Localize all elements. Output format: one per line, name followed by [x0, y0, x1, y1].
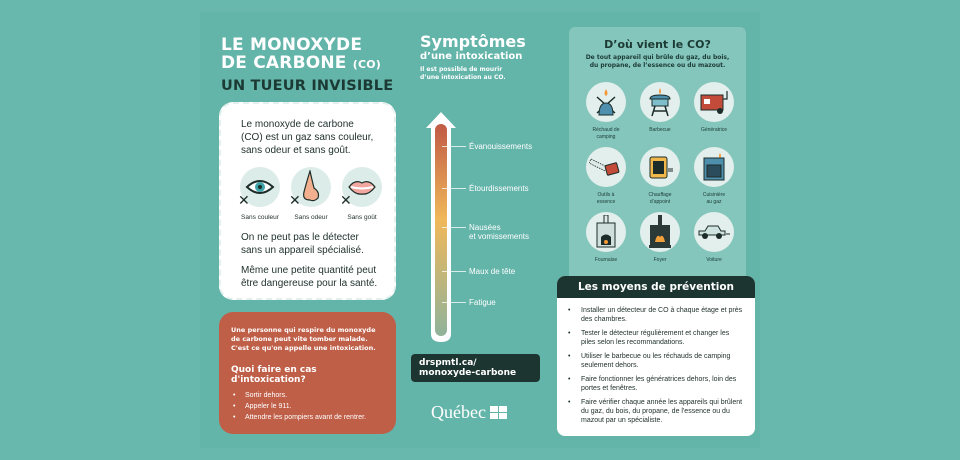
symptom-dizziness: Étourdissements: [469, 184, 529, 193]
source-label: au gaz: [706, 199, 722, 205]
symptoms-title: Symptômes: [420, 32, 526, 51]
subtitle-line: De tout appareil qui brûle du gaz, du bois,: [585, 54, 730, 61]
intoxication-question: Quoi faire en cas d'intoxication?: [231, 365, 317, 385]
sense-smell: [288, 167, 334, 221]
source-label: Réchaud de: [592, 127, 620, 133]
gas-stove-icon: [701, 152, 727, 182]
tick-mark: [442, 188, 466, 189]
sense-taste: [339, 167, 385, 221]
poster: [200, 12, 760, 448]
chainsaw-icon: [589, 155, 623, 179]
symptoms-note: [420, 66, 506, 82]
nose-icon: [300, 170, 322, 204]
tick-mark: [442, 271, 466, 272]
prevention-item: • Utiliser le barbecue ou les réchauds de camping seulement dehors.: [567, 352, 745, 370]
facts-detect: On ne peut pas le détecter sans un appareil spécialisé.: [241, 232, 364, 256]
source-item: [582, 147, 630, 208]
source-item: [690, 82, 738, 143]
tick-mark: [442, 227, 466, 228]
step-item: • Attendre les pompiers avant de rentrer.: [231, 412, 384, 423]
source-item: [636, 82, 684, 143]
source-label: Outils à: [597, 192, 615, 198]
symptom-headache: Maux de tête: [469, 267, 516, 276]
prevention-item: • Tester le détecteur régulièrement et changer les piles selon les recommandations.: [567, 329, 745, 347]
space-heater-icon: [646, 153, 674, 181]
note-line: d’une intoxication au CO.: [420, 74, 506, 81]
fleur-de-lis-flag-icon: [490, 406, 507, 419]
facts-danger: Même une petite quantité peut être dangereuse pour la santé.: [241, 265, 378, 289]
fireplace-icon: [647, 215, 673, 249]
camping-stove-icon: [593, 87, 619, 117]
sources-grid: [582, 82, 738, 273]
source-item: [636, 147, 684, 208]
senses-row: [237, 167, 385, 221]
symptom-nausea: [469, 223, 529, 241]
source-label: Chauffage: [648, 192, 672, 198]
sources-card: [569, 27, 746, 283]
subtitle-line: du propane, de l’essence ou du mazout.: [589, 62, 726, 69]
source-item: [690, 212, 738, 273]
prevention-item: • Faire fonctionner les génératrices dehors, loin des portes et fenêtres.: [567, 375, 745, 393]
poster-title: [221, 36, 381, 74]
facts-intro: Le monoxyde de carbone (CO) est un gaz sans couleur, sans odeur et sans goût.: [241, 119, 374, 156]
prevention-list: [557, 298, 755, 425]
source-item: [690, 147, 738, 208]
website-link[interactable]: [411, 354, 540, 382]
prevention-item: • Faire vérifier chaque année les appareils qui brûlent du gaz, du bois, du propane, de l'essence ou du mazout par un spécialiste.: [567, 398, 745, 425]
thermometer-fill: [435, 124, 447, 336]
sense-label: Sans goût: [347, 214, 377, 221]
cross-icon: ✕: [238, 193, 250, 209]
furnace-icon: [594, 215, 618, 249]
symptom-fatigue: Fatigue: [469, 298, 496, 307]
intoxication-steps: [231, 390, 384, 423]
generator-icon: [699, 89, 729, 115]
source-label: Barbecue: [649, 127, 671, 133]
intoxication-card: [219, 312, 396, 434]
source-item: [582, 82, 630, 143]
source-label: d’appoint: [649, 199, 671, 205]
note-line: Il est possible de mourir: [420, 66, 503, 73]
poster-subtitle: UN TUEUR INVISIBLE: [221, 78, 394, 94]
url-line: drspmtl.ca/: [419, 358, 477, 368]
source-label: Voiture: [706, 257, 722, 263]
barbecue-icon: [647, 87, 673, 117]
sources-subtitle: [569, 54, 746, 70]
label-line: et vomissements: [469, 232, 530, 241]
url-line: monoxyde-carbone: [419, 368, 517, 378]
source-item: [636, 212, 684, 273]
tick-mark: [442, 302, 466, 303]
source-label: Foyer: [653, 257, 667, 263]
facts-card: [219, 102, 396, 300]
sense-label: Sans couleur: [241, 214, 279, 221]
sense-color: [237, 167, 283, 221]
symptoms-subtitle: d’une intoxication: [420, 51, 523, 62]
brand-text: Québec: [431, 402, 486, 422]
step-item: • Appeler le 911.: [231, 401, 384, 412]
quebec-logo: [431, 402, 507, 423]
source-label: Génératrice: [700, 127, 728, 133]
prevention-item: • Installer un détecteur de CO à chaque étage et près des chambres.: [567, 306, 745, 324]
sources-title: D’où vient le CO?: [604, 38, 711, 51]
sense-label: Sans odeur: [294, 214, 328, 221]
cross-icon: ✕: [340, 193, 352, 209]
step-item: • Sortir dehors.: [231, 390, 384, 401]
tick-mark: [442, 146, 466, 147]
prevention-card: [557, 276, 755, 436]
car-icon: [697, 223, 731, 241]
cross-icon: ✕: [289, 193, 301, 209]
source-label: Fournaise: [594, 257, 618, 263]
source-item: [582, 212, 630, 273]
intoxication-intro: Une personne qui respire du monoxyde de carbone peut vite tomber malade. C'est ce qu'on appelle une intoxication.: [231, 326, 376, 352]
title-line-1: LE MONOXYDE: [221, 35, 363, 55]
source-label: camping: [596, 134, 616, 140]
symptom-fainting: Évanouissements: [469, 142, 533, 151]
title-line-2: DE CARBONE: [221, 53, 347, 73]
source-label: essence: [596, 199, 616, 205]
prevention-title: Les moyens de prévention: [557, 276, 755, 298]
label-line: Nausées: [469, 223, 501, 232]
title-co: (CO): [352, 58, 382, 71]
source-label: Cuisinière: [702, 192, 726, 198]
